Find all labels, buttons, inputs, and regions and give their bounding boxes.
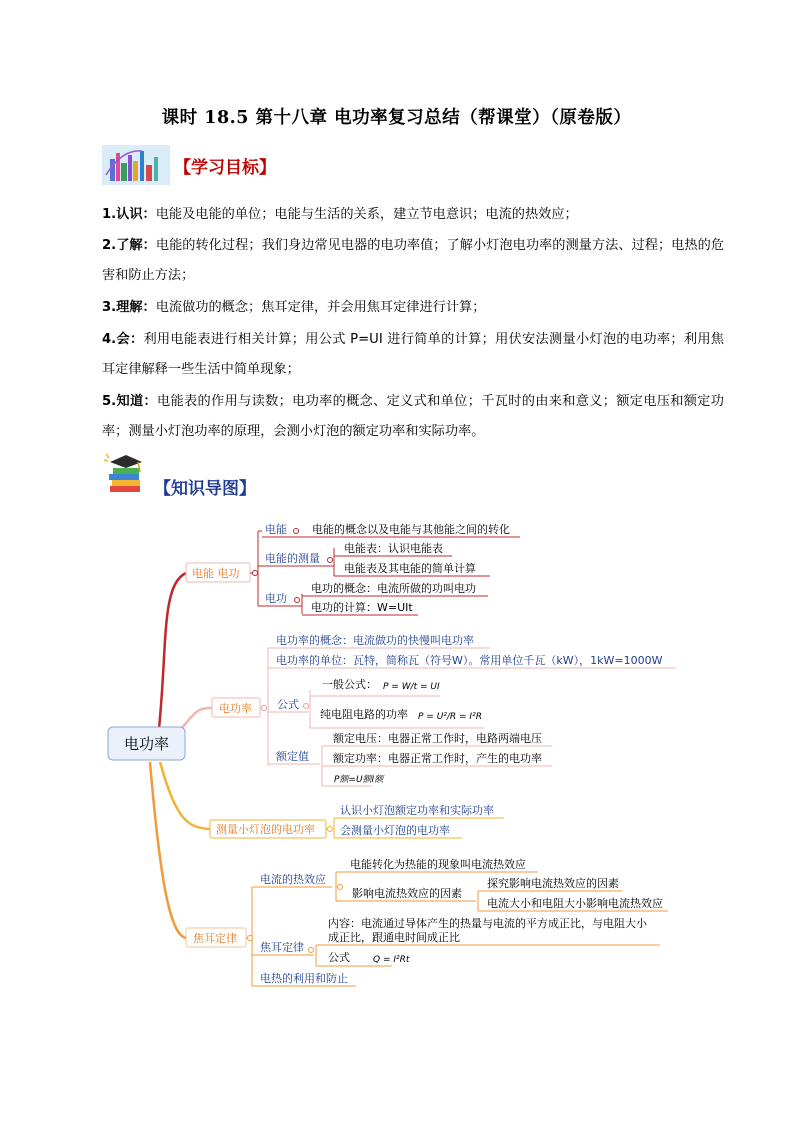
goal-body: 电流做功的概念；焦耳定律，并会用焦耳定律进行计算； <box>155 300 486 315</box>
root-node: 电功率 <box>123 735 170 753</box>
branch-curve-1 <box>158 573 186 738</box>
formula-general: P = W/t = UI <box>383 682 440 692</box>
node-rexiao-2b: 电流大小和电阻大小影响电流热效应 <box>487 897 663 910</box>
node-gongshi: 公式 <box>277 698 299 711</box>
node-dianneng: 电能 <box>265 523 287 536</box>
node-use: 电热的利用和防止 <box>260 972 348 985</box>
node-eding-1: 额定电压：电器正常工作时，电路两端电压 <box>333 732 542 745</box>
goal-head: 3.理解： <box>102 300 156 315</box>
node-diangong: 电功 <box>265 592 287 605</box>
node-eding: 额定值 <box>276 750 309 763</box>
node-rexiao: 电流的热效应 <box>260 873 326 886</box>
node-unit: 电功率的单位：瓦特，简称瓦（符号W）。常用单位千瓦（kW），1kW=1000W <box>276 654 663 667</box>
node-diangong-1: 电功的概念：电流所做的功叫电功 <box>311 582 476 595</box>
node-general: 一般公式： <box>322 678 377 691</box>
node-rexiao-1: 电能转化为热能的现象叫电流热效应 <box>350 858 526 871</box>
section-label: 【知识导图】 <box>154 479 256 499</box>
node-celiang-1: 电能表：认识电能表 <box>344 542 443 555</box>
node-diangong-2: 电功的计算：W=UIt <box>311 601 413 614</box>
node-concept: 电功率的概念：电流做功的快慢叫电功率 <box>276 634 474 647</box>
goal-head: 4.会： <box>102 332 144 347</box>
branch4-label: 焦耳定律 <box>193 932 237 945</box>
node-dianneng-desc: 电能的概念以及电能与其他能之间的转化 <box>312 523 510 536</box>
goal-body: 电能表的作用与读数；电功率的概念、定义式和单位；千瓦时的由来和意义；额定电压和额定功率；测量小灯泡功率的原理，会测小灯泡的额定功率和实际功率。 <box>102 394 724 439</box>
node-celiang-2: 电能表及其电能的简单计算 <box>344 562 476 575</box>
goal-head: 2.了解： <box>102 238 156 253</box>
branch2-label: 电功率 <box>219 702 252 715</box>
node-content-2: 成正比，跟通电时间成正比 <box>328 931 460 944</box>
goal-body: 利用电能表进行相关计算；用公式 P=UI 进行简单的计算；用伏安法测量小灯泡的电功率；利用焦耳定律解释一些生活中简单现象； <box>102 332 724 377</box>
formula-jiaoer: Q = I²Rt <box>373 955 410 965</box>
goal-head: 5.知道： <box>102 394 158 409</box>
node-jiaoer-gongshi: 公式 <box>328 951 350 964</box>
branch-curve-3 <box>160 762 210 829</box>
page-title: 课时 18.5 第十八章 电功率复习总结（帮课堂）（原卷版） <box>161 108 632 128</box>
node-pure: 纯电阻电路的功率 <box>320 708 408 721</box>
node-b3-item-1: 认识小灯泡额定功率和实际功率 <box>340 804 494 817</box>
goal-body: 电能及电能的单位；电能与生活的关系，建立节电意识；电流的热效应； <box>155 207 578 222</box>
node-jiaoer: 焦耳定律 <box>260 941 304 954</box>
node-eding-2: 额定功率：电器正常工作时，产生的电功率 <box>333 752 542 765</box>
node-content-1: 内容：电流通过导体产生的热量与电流的平方成正比，与电阻大小 <box>328 917 647 930</box>
formula-eding: P额=U额I额 <box>334 775 384 785</box>
node-b3-item-2: 会测量小灯泡的电功率 <box>340 824 450 837</box>
node-rexiao-2: 影响电流热效应的因素 <box>352 887 462 900</box>
formula-pure: P = U²/R = I²R <box>418 712 482 722</box>
node-rexiao-2a: 探究影响电流热效应的因素 <box>487 877 619 890</box>
branch-curve-2 <box>180 708 212 730</box>
node-celiang: 电能的测量 <box>265 552 320 565</box>
branch1-label: 电能 电功 <box>192 567 240 580</box>
goal-head: 1.认识： <box>102 207 156 222</box>
goal-body: 电能的转化过程；我们身边常见电器的电功率值；了解小灯泡电功率的测量方法、过程；电热的危害和防止方法； <box>102 238 725 283</box>
branch3-label: 测量小灯泡的电功率 <box>216 823 315 836</box>
section-label: 【学习目标】 <box>174 157 276 178</box>
